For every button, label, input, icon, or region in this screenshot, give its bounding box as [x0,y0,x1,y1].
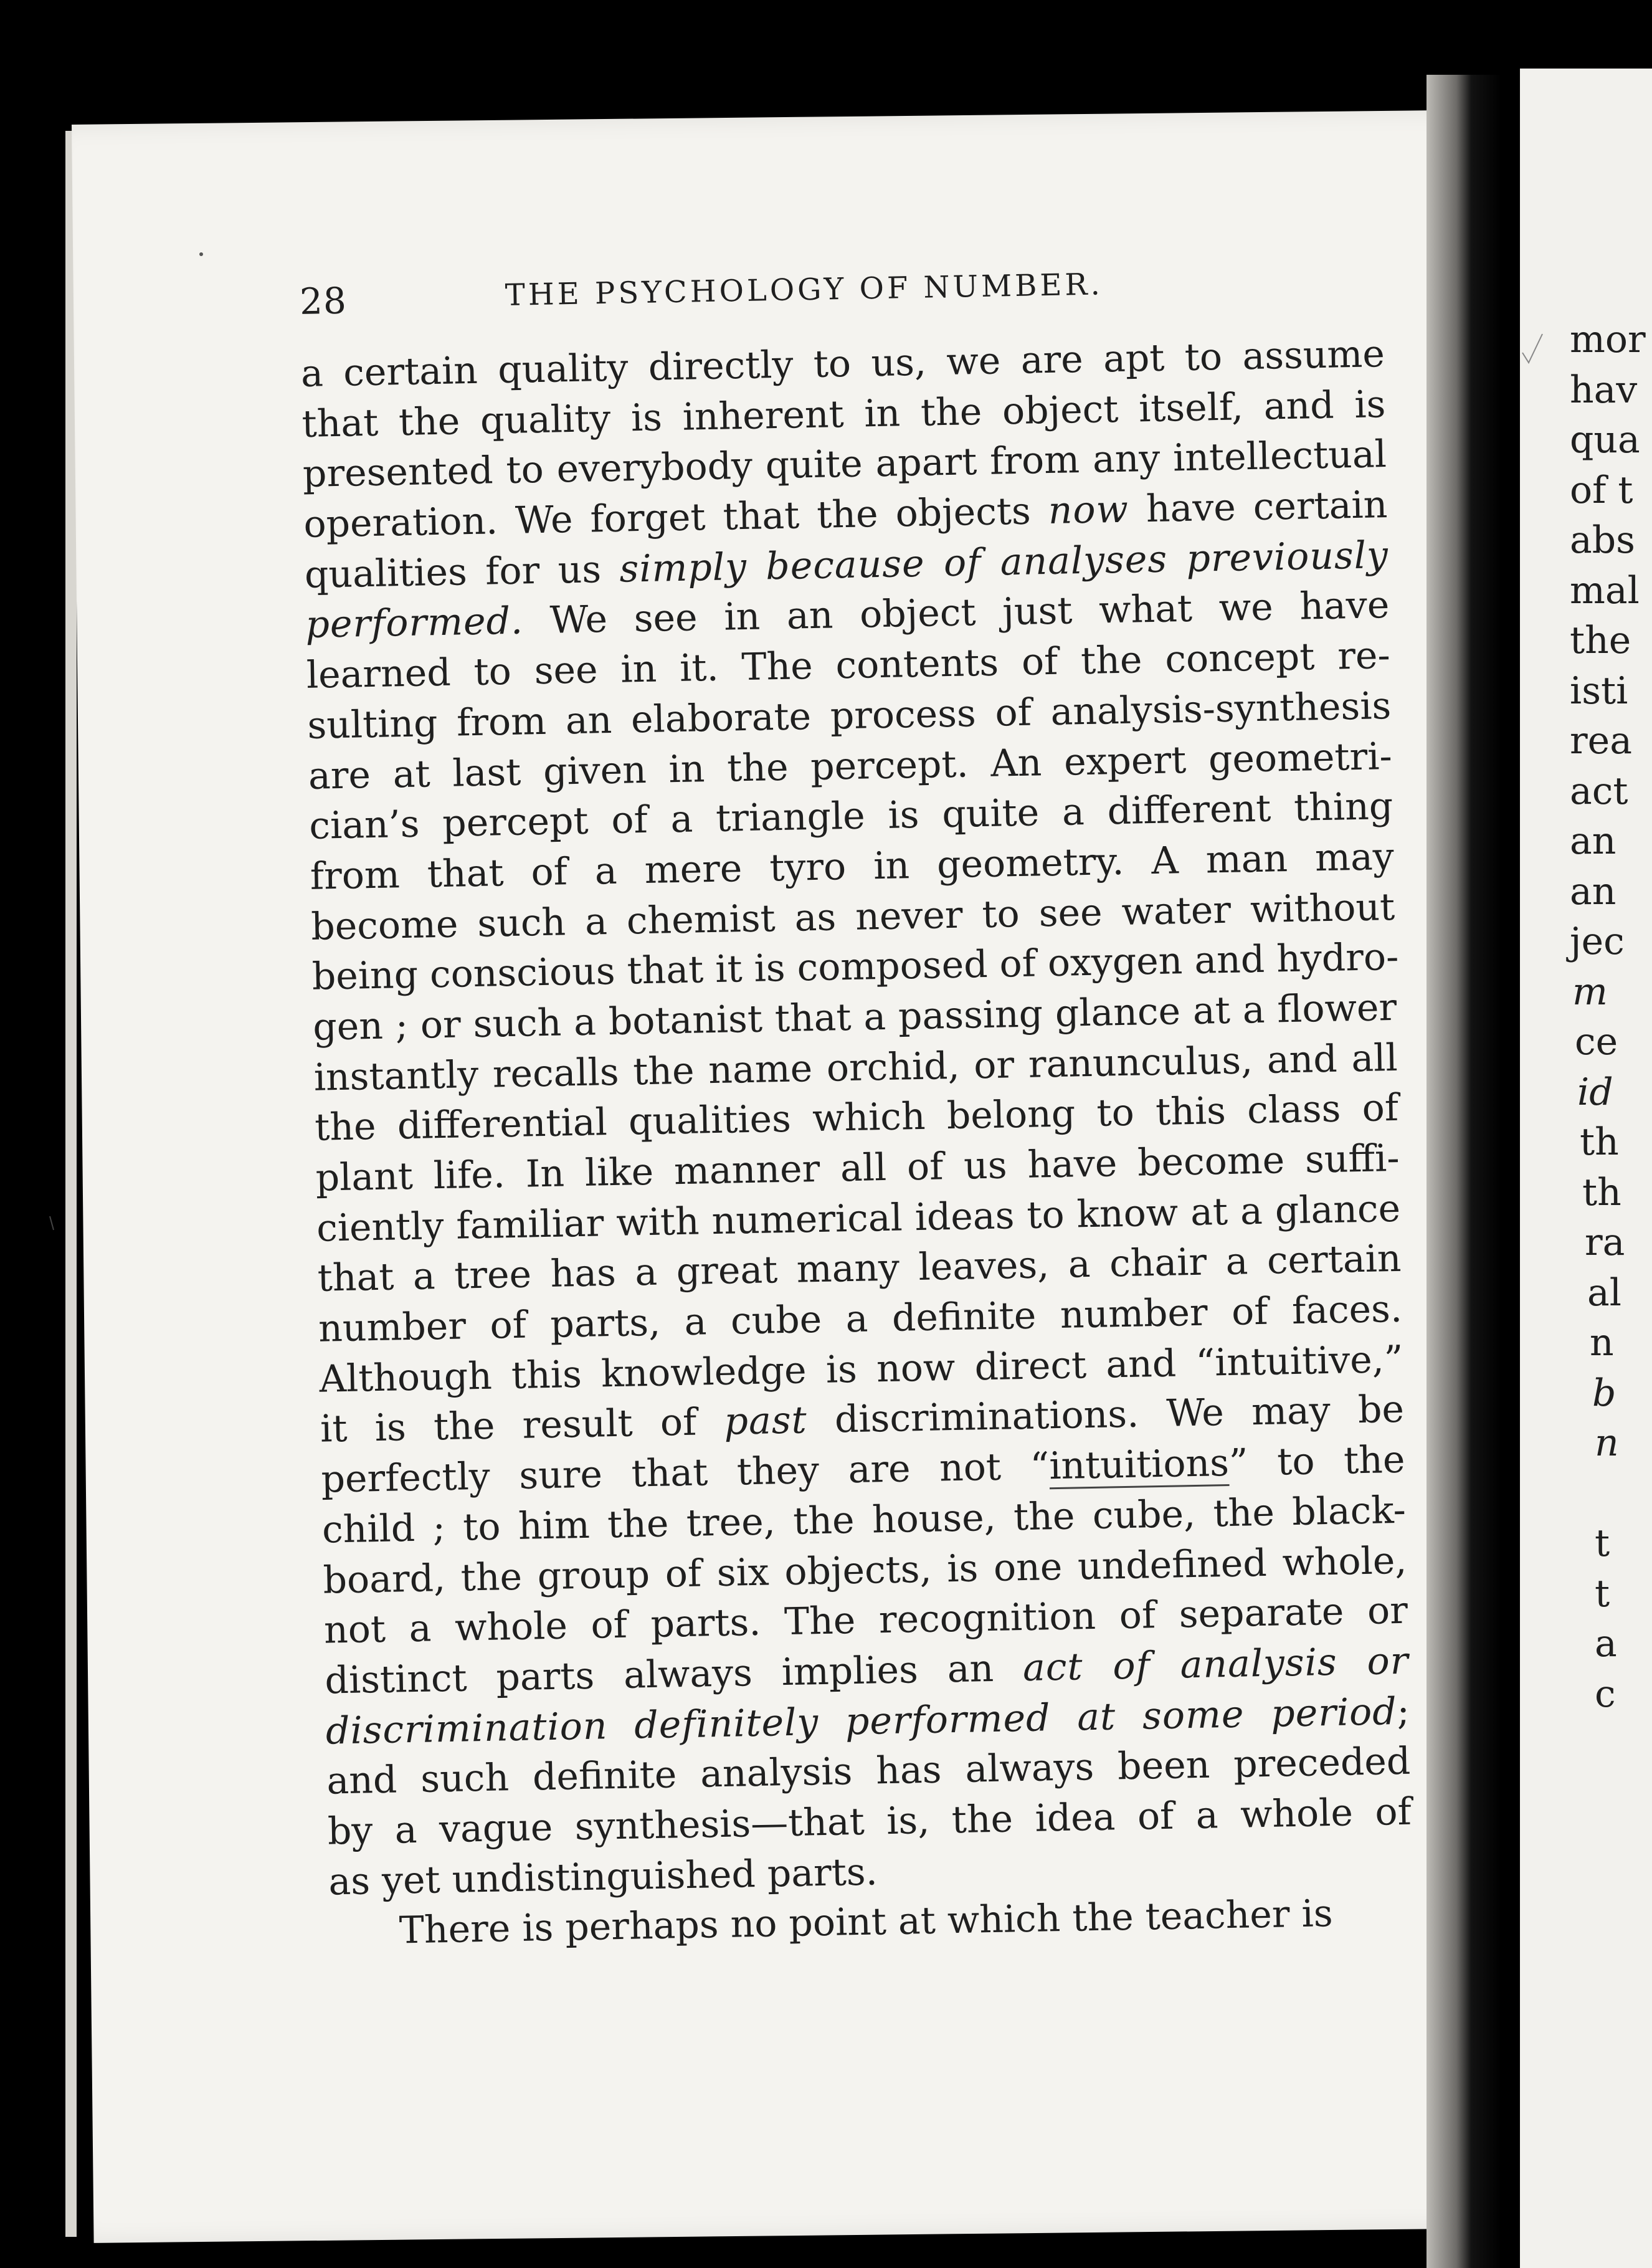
facing-page-fragment: n [1595,1421,1619,1465]
facing-page-fragment: hav [1570,368,1638,412]
text-line: Although this knowledge is now direct and “intuitive,” [319,1337,1404,1401]
italic-phrase: simply because of analyses previously [619,533,1389,591]
facing-page-fragment: t [1595,1571,1610,1616]
scan-artifact-icon [49,1215,55,1231]
facing-page-fragment: a [1595,1622,1617,1665]
text-line: gen ; or such a botanist that a passing glance at a flower [312,985,1397,1049]
page-content [299,248,1413,1957]
facing-page-fragment: isti [1570,669,1628,713]
facing-page-fragment: act [1570,769,1628,813]
running-head-title: THE PSYCHOLOGY OF NUMBER. [505,267,1104,313]
checkmark-icon [1520,330,1545,368]
text-line: a certain quality directly to us, we are apt to assume [300,332,1385,396]
facing-page-fragment: qua [1570,418,1640,462]
facing-page-fragment: mor [1570,318,1646,361]
facing-page-fragment: m [1572,970,1608,1014]
facing-page-fragment: th [1580,1120,1619,1164]
text-line: plant life. In like manner all of us have become suffi- [315,1136,1400,1200]
text-run: operation. We forget that the objects [303,489,1049,546]
facing-page-fragment: ce [1575,1020,1618,1064]
text-run: qualities for us [304,547,620,597]
dust-speck [199,252,203,256]
facing-page-fragment: an [1570,819,1616,863]
text-line: from that of a mere tyro in geometry. A man may [310,834,1395,898]
facing-page-fragment: th [1582,1170,1621,1214]
text-run: it is the result of [320,1400,725,1452]
page-number: 28 [299,279,348,323]
text-run: ; [1396,1689,1410,1733]
text-run: have certain [1128,483,1388,531]
facing-page-fragment: rea [1570,719,1632,763]
text-line: that a tree has a great many leaves, a chair a certain [317,1237,1402,1301]
body-text [300,329,1413,1957]
text-line: presented to everybody quite apart from any intellectual [302,432,1387,497]
text-line: the differential qualities which belong to this class of [314,1086,1399,1150]
facing-page-fragment: ra [1585,1221,1625,1264]
facing-page-fragment: abs [1570,518,1635,562]
text-run: discriminations. We may be [806,1388,1405,1442]
facing-page-fragment: jec [1570,920,1625,963]
facing-page-fragment: al [1587,1270,1621,1315]
underlined-word: intuitions [1048,1441,1230,1489]
text-line: become such a chemist as never to see water without [310,885,1395,949]
italic-phrase: performed. [305,599,524,647]
facing-page-fragment: b [1592,1371,1616,1415]
text-line: sulting from an elaborate process of analysis-synthesis [306,684,1392,748]
facing-page-fragment: n [1590,1321,1614,1365]
text-line: as yet undistinguished parts. [328,1850,878,1904]
text-line: child ; to him the tree, the house, the cube, the black- [321,1488,1407,1552]
facing-page-fragment: t [1595,1522,1610,1565]
italic-phrase: now [1048,487,1129,533]
text-run: perfectly sure that they are not “ [321,1444,1050,1502]
facing-page-fragment: c [1595,1672,1616,1716]
italic-phrase: act of analysis or [1022,1639,1409,1690]
text-line: ciently familiar with numerical ideas to know at a glance [316,1186,1401,1251]
text-run: ” to the [1228,1437,1405,1485]
text-line: not a whole of parts. The recognition of separate or [323,1588,1408,1652]
facing-page-fragment: mal [1570,568,1640,612]
text-line: cian’s percept of a triangle is quite a different thing [308,784,1393,849]
text-line: and such definite analysis has always been preceded [326,1739,1411,1803]
text-run: distinct parts always implies an [324,1646,1023,1703]
book-spine-gutter [1427,75,1501,2268]
text-line: instantly recalls the name orchid, or ranunculus, and all [313,1036,1398,1100]
text-line: board, the group of six objects, is one undefined whole, [322,1538,1407,1603]
facing-page-fragment: the [1570,619,1631,662]
facing-page-fragment: an [1570,869,1616,913]
text-line: are at last given in the percept. An expert geometri- [308,734,1393,798]
text-line: being conscious that it is composed of oxygen and hydro- [311,935,1399,999]
italic-phrase: discrimination definitely performed at some period [325,1689,1398,1753]
facing-page-fragment: of t [1570,468,1633,512]
text-line: There is perhaps no point at which the teacher is [399,1892,1334,1953]
text-line: that the quality is inherent in the object itself, and is [301,382,1386,446]
text-run: We see in an object just what we have [523,583,1390,643]
facing-page-fragment: id [1577,1070,1613,1114]
italic-phrase: past [723,1398,808,1444]
text-line: learned to see in it. The contents of the concept re- [306,634,1391,698]
text-line: number of parts, a cube a definite number of faces. [318,1287,1403,1351]
text-line: by a vague synthesis—that is, the idea of a whole of [327,1789,1412,1854]
